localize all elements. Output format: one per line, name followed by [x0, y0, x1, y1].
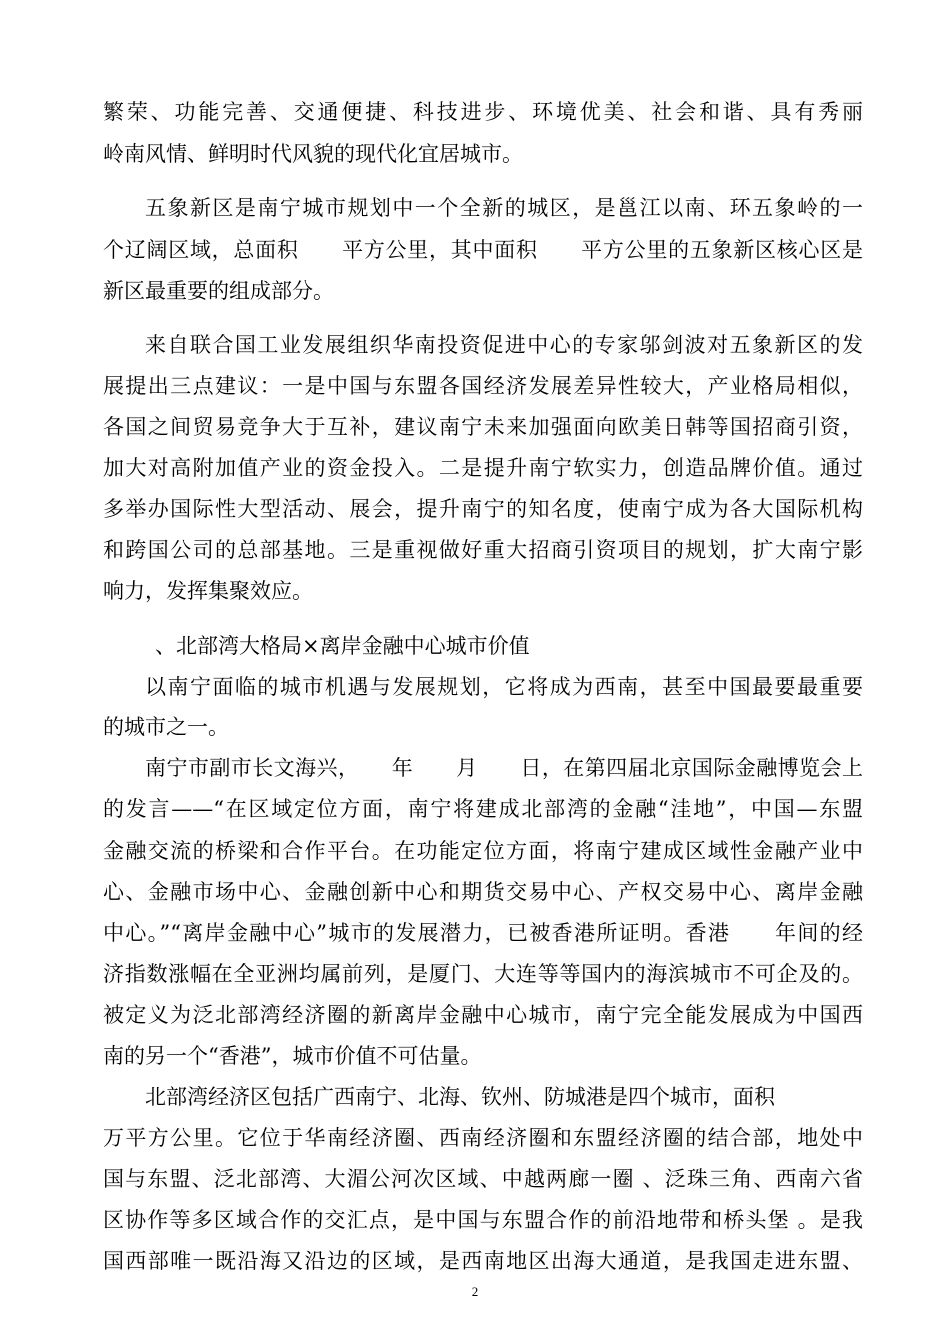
paragraph-line: 加大对高附加值产业的资金投入。二是提升南宁软实力，创造品牌价值。通过 — [103, 456, 863, 480]
section-heading: 、北部湾大格局×离岸金融中心城市价值 — [155, 634, 530, 658]
paragraph-line: 的发言——“在区域定位方面，南宁将建成北部湾的金融“洼地”，中国—东盟 — [103, 797, 863, 821]
page-number: 2 — [471, 1284, 479, 1299]
paragraph-line: 五象新区是南宁城市规划中一个全新的城区，是邕江以南、环五象岭的一 — [145, 196, 863, 220]
paragraph-line: 以南宁面临的城市机遇与发展规划，它将成为西南，甚至中国最要最重要 — [145, 675, 863, 699]
paragraph-line: 南的另一个“香港”，城市价值不可估量。 — [103, 1044, 482, 1068]
paragraph-line: 繁荣、功能完善、交通便捷、科技进步、环境优美、社会和谐、具有秀丽 — [103, 100, 863, 124]
paragraph-line: 被定义为泛北部湾经济圈的新离岸金融中心城市，南宁完全能发展成为中国西 — [103, 1003, 863, 1027]
paragraph-line: 新区最重要的组成部分。 — [103, 279, 334, 303]
paragraph-line: 个辽阔区域，总面积 平方公里，其中面积 平方公里的五象新区核心区是 — [103, 238, 863, 262]
paragraph-line: 岭南风情、鲜明时代风貌的现代化宜居城市。 — [103, 142, 523, 166]
paragraph-line: 中心。”“离岸金融中心”城市的发展潜力，已被香港所证明。香港 年间的经 — [103, 921, 863, 945]
paragraph-line: 北部湾经济区包括广西南宁、北海、钦州、防城港是四个城市，面积 — [145, 1085, 775, 1109]
paragraph-line: 国西部唯一既沿海又沿边的区域，是西南地区出海大通道，是我国走进东盟、 — [103, 1249, 863, 1273]
paragraph-line: 和跨国公司的总部基地。三是重视做好重大招商引资项目的规划，扩大南宁影 — [103, 538, 863, 562]
paragraph-line: 响力，发挥集聚效应。 — [103, 579, 313, 603]
paragraph-line: 区协作等多区域合作的交汇点，是中国与东盟合作的前沿地带和桥头堡 。是我 — [103, 1208, 863, 1232]
paragraph-line: 心、金融市场中心、金融创新中心和期货交易中心、产权交易中心、离岸金融 — [103, 880, 863, 904]
paragraph-line: 万平方公里。它位于华南经济圈、西南经济圈和东盟经济圈的结合部，地处中 — [103, 1126, 863, 1150]
paragraph-line: 金融交流的桥梁和合作平台。在功能定位方面，将南宁建成区域性金融产业中 — [103, 839, 863, 863]
paragraph-line: 多举办国际性大型活动、展会，提升南宁的知名度，使南宁成为各大国际机构 — [103, 497, 863, 521]
paragraph-line: 南宁市副市长文海兴， 年 月 日，在第四届北京国际金融博览会上 — [145, 756, 863, 780]
paragraph-line: 济指数涨幅在全亚洲均属前列，是厦门、大连等等国内的海滨城市不可企及的。 — [103, 962, 863, 986]
paragraph-line: 国与东盟、泛北部湾、大湄公河次区域、中越两廊一圈 、泛珠三角、西南六省 — [103, 1167, 863, 1191]
paragraph-line: 来自联合国工业发展组织华南投资促进中心的专家邬剑波对五象新区的发 — [145, 333, 863, 357]
paragraph-line: 展提出三点建议：一是中国与东盟各国经济发展差异性较大，产业格局相似， — [103, 374, 863, 398]
paragraph-line: 的城市之一。 — [103, 715, 229, 739]
paragraph-line: 各国之间贸易竞争大于互补，建议南宁未来加强面向欧美日韩等国招商引资， — [103, 415, 863, 439]
